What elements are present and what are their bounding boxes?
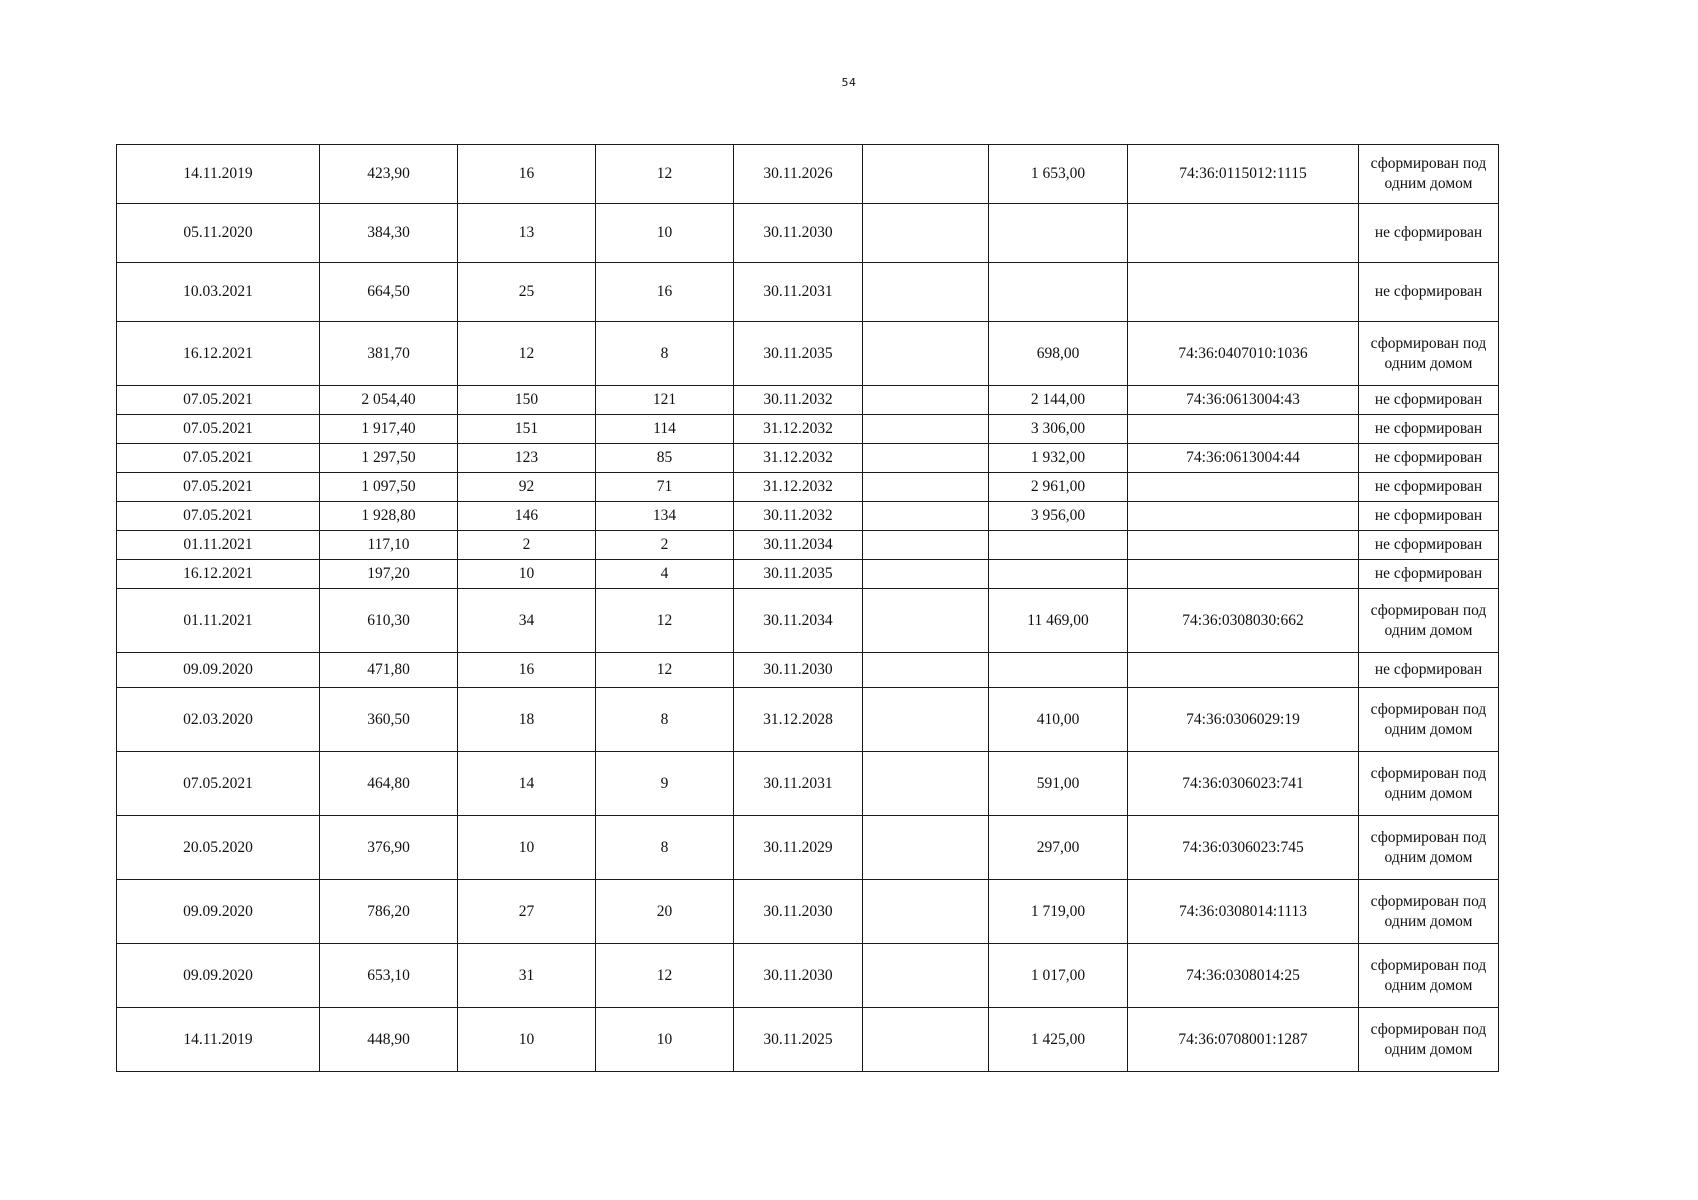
table-row [117, 531, 1499, 560]
date-cell: 07.05.2021 [117, 386, 320, 415]
empty-cell [863, 653, 989, 688]
count-cell: 146 [458, 502, 596, 531]
land-area-cell: 698,00 [989, 322, 1128, 386]
count-cell: 9 [596, 752, 734, 816]
count-cell: 10 [458, 1008, 596, 1072]
date-cell: 16.12.2021 [117, 322, 320, 386]
deadline-cell: 31.12.2032 [734, 473, 863, 502]
status-cell: не сформирован [1359, 502, 1499, 531]
area-cell: 1 097,50 [320, 473, 458, 502]
count-cell: 10 [458, 560, 596, 589]
deadline-cell: 30.11.2034 [734, 589, 863, 653]
cadastral-number-cell [1128, 204, 1359, 263]
land-area-cell: 297,00 [989, 816, 1128, 880]
empty-cell [863, 880, 989, 944]
status-cell: не сформирован [1359, 415, 1499, 444]
area-cell: 1 928,80 [320, 502, 458, 531]
page-number: 54 [841, 76, 857, 89]
deadline-cell: 30.11.2034 [734, 531, 863, 560]
status-cell: не сформирован [1359, 263, 1499, 322]
cadastral-number-cell [1128, 473, 1359, 502]
housing-data-table [116, 144, 1499, 1072]
cadastral-number-cell [1128, 263, 1359, 322]
land-area-cell: 1 932,00 [989, 444, 1128, 473]
table-row [117, 386, 1499, 415]
deadline-cell: 30.11.2035 [734, 322, 863, 386]
area-cell: 2 054,40 [320, 386, 458, 415]
deadline-cell: 30.11.2030 [734, 880, 863, 944]
cadastral-number-cell: 74:36:0613004:44 [1128, 444, 1359, 473]
area-cell: 381,70 [320, 322, 458, 386]
count-cell: 25 [458, 263, 596, 322]
count-cell: 8 [596, 322, 734, 386]
count-cell: 12 [596, 145, 734, 204]
count-cell: 8 [596, 688, 734, 752]
status-cell: не сформирован [1359, 473, 1499, 502]
area-cell: 471,80 [320, 653, 458, 688]
table-row [117, 263, 1499, 322]
land-area-cell: 2 144,00 [989, 386, 1128, 415]
date-cell: 09.09.2020 [117, 653, 320, 688]
status-cell: не сформирован [1359, 531, 1499, 560]
area-cell: 197,20 [320, 560, 458, 589]
table-row [117, 589, 1499, 653]
empty-cell [863, 1008, 989, 1072]
deadline-cell: 30.11.2026 [734, 145, 863, 204]
area-cell: 360,50 [320, 688, 458, 752]
cadastral-number-cell: 74:36:0115012:1115 [1128, 145, 1359, 204]
cadastral-number-cell [1128, 560, 1359, 589]
table-row [117, 502, 1499, 531]
land-area-cell [989, 531, 1128, 560]
deadline-cell: 31.12.2032 [734, 444, 863, 473]
area-cell: 1 917,40 [320, 415, 458, 444]
empty-cell [863, 816, 989, 880]
count-cell: 151 [458, 415, 596, 444]
table-row [117, 415, 1499, 444]
empty-cell [863, 322, 989, 386]
table-row [117, 1008, 1499, 1072]
count-cell: 12 [458, 322, 596, 386]
deadline-cell: 30.11.2031 [734, 263, 863, 322]
status-cell: сформирован под одним домом [1359, 145, 1499, 204]
deadline-cell: 30.11.2030 [734, 653, 863, 688]
land-area-cell: 11 469,00 [989, 589, 1128, 653]
count-cell: 10 [458, 816, 596, 880]
area-cell: 464,80 [320, 752, 458, 816]
date-cell: 05.11.2020 [117, 204, 320, 263]
count-cell: 4 [596, 560, 734, 589]
table-row [117, 688, 1499, 752]
cadastral-number-cell: 74:36:0308014:1113 [1128, 880, 1359, 944]
count-cell: 14 [458, 752, 596, 816]
cadastral-number-cell [1128, 531, 1359, 560]
table-row [117, 560, 1499, 589]
count-cell: 12 [596, 653, 734, 688]
status-cell: сформирован под одним домом [1359, 944, 1499, 1008]
area-cell: 376,90 [320, 816, 458, 880]
empty-cell [863, 444, 989, 473]
count-cell: 16 [458, 145, 596, 204]
count-cell: 85 [596, 444, 734, 473]
status-cell: сформирован под одним домом [1359, 688, 1499, 752]
count-cell: 114 [596, 415, 734, 444]
deadline-cell: 30.11.2025 [734, 1008, 863, 1072]
cadastral-number-cell: 74:36:0708001:1287 [1128, 1008, 1359, 1072]
empty-cell [863, 531, 989, 560]
count-cell: 121 [596, 386, 734, 415]
count-cell: 16 [458, 653, 596, 688]
count-cell: 10 [596, 204, 734, 263]
count-cell: 134 [596, 502, 734, 531]
deadline-cell: 30.11.2032 [734, 502, 863, 531]
count-cell: 71 [596, 473, 734, 502]
count-cell: 13 [458, 204, 596, 263]
date-cell: 07.05.2021 [117, 473, 320, 502]
area-cell: 664,50 [320, 263, 458, 322]
empty-cell [863, 473, 989, 502]
land-area-cell [989, 560, 1128, 589]
deadline-cell: 30.11.2035 [734, 560, 863, 589]
table-row [117, 444, 1499, 473]
empty-cell [863, 204, 989, 263]
land-area-cell: 1 653,00 [989, 145, 1128, 204]
deadline-cell: 30.11.2032 [734, 386, 863, 415]
count-cell: 123 [458, 444, 596, 473]
table-row [117, 473, 1499, 502]
cadastral-number-cell: 74:36:0308014:25 [1128, 944, 1359, 1008]
date-cell: 07.05.2021 [117, 415, 320, 444]
table-row [117, 145, 1499, 204]
area-cell: 786,20 [320, 880, 458, 944]
deadline-cell: 30.11.2031 [734, 752, 863, 816]
land-area-cell: 410,00 [989, 688, 1128, 752]
land-area-cell: 2 961,00 [989, 473, 1128, 502]
cadastral-number-cell: 74:36:0306023:741 [1128, 752, 1359, 816]
count-cell: 12 [596, 944, 734, 1008]
status-cell: не сформирован [1359, 653, 1499, 688]
status-cell: не сформирован [1359, 560, 1499, 589]
status-cell: не сформирован [1359, 204, 1499, 263]
deadline-cell: 30.11.2030 [734, 204, 863, 263]
empty-cell [863, 944, 989, 1008]
deadline-cell: 31.12.2032 [734, 415, 863, 444]
status-cell: сформирован под одним домом [1359, 880, 1499, 944]
date-cell: 09.09.2020 [117, 880, 320, 944]
count-cell: 2 [458, 531, 596, 560]
deadline-cell: 30.11.2029 [734, 816, 863, 880]
land-area-cell: 591,00 [989, 752, 1128, 816]
area-cell: 423,90 [320, 145, 458, 204]
status-cell: не сформирован [1359, 444, 1499, 473]
status-cell: не сформирован [1359, 386, 1499, 415]
empty-cell [863, 502, 989, 531]
land-area-cell [989, 653, 1128, 688]
date-cell: 09.09.2020 [117, 944, 320, 1008]
area-cell: 384,30 [320, 204, 458, 263]
empty-cell [863, 386, 989, 415]
cadastral-number-cell [1128, 653, 1359, 688]
table-row [117, 752, 1499, 816]
cadastral-number-cell: 74:36:0306029:19 [1128, 688, 1359, 752]
table-row [117, 944, 1499, 1008]
count-cell: 16 [596, 263, 734, 322]
table-row [117, 880, 1499, 944]
table-row [117, 204, 1499, 263]
area-cell: 610,30 [320, 589, 458, 653]
date-cell: 20.05.2020 [117, 816, 320, 880]
cadastral-number-cell: 74:36:0308030:662 [1128, 589, 1359, 653]
date-cell: 14.11.2019 [117, 1008, 320, 1072]
status-cell: сформирован под одним домом [1359, 752, 1499, 816]
date-cell: 07.05.2021 [117, 752, 320, 816]
empty-cell [863, 263, 989, 322]
land-area-cell [989, 263, 1128, 322]
date-cell: 07.05.2021 [117, 502, 320, 531]
count-cell: 12 [596, 589, 734, 653]
empty-cell [863, 415, 989, 444]
status-cell: сформирован под одним домом [1359, 322, 1499, 386]
status-cell: сформирован под одним домом [1359, 1008, 1499, 1072]
table-row [117, 816, 1499, 880]
cadastral-number-cell: 74:36:0613004:43 [1128, 386, 1359, 415]
area-cell: 653,10 [320, 944, 458, 1008]
count-cell: 18 [458, 688, 596, 752]
count-cell: 27 [458, 880, 596, 944]
land-area-cell: 3 956,00 [989, 502, 1128, 531]
count-cell: 34 [458, 589, 596, 653]
count-cell: 10 [596, 1008, 734, 1072]
land-area-cell: 1 719,00 [989, 880, 1128, 944]
empty-cell [863, 589, 989, 653]
land-area-cell [989, 204, 1128, 263]
count-cell: 2 [596, 531, 734, 560]
area-cell: 448,90 [320, 1008, 458, 1072]
status-cell: сформирован под одним домом [1359, 816, 1499, 880]
table-row [117, 653, 1499, 688]
date-cell: 01.11.2021 [117, 589, 320, 653]
empty-cell [863, 688, 989, 752]
cadastral-number-cell: 74:36:0306023:745 [1128, 816, 1359, 880]
date-cell: 02.03.2020 [117, 688, 320, 752]
land-area-cell: 1 017,00 [989, 944, 1128, 1008]
date-cell: 01.11.2021 [117, 531, 320, 560]
empty-cell [863, 145, 989, 204]
deadline-cell: 31.12.2028 [734, 688, 863, 752]
count-cell: 150 [458, 386, 596, 415]
cadastral-number-cell [1128, 502, 1359, 531]
land-area-cell: 3 306,00 [989, 415, 1128, 444]
area-cell: 117,10 [320, 531, 458, 560]
date-cell: 16.12.2021 [117, 560, 320, 589]
land-area-cell: 1 425,00 [989, 1008, 1128, 1072]
deadline-cell: 30.11.2030 [734, 944, 863, 1008]
cadastral-number-cell [1128, 415, 1359, 444]
area-cell: 1 297,50 [320, 444, 458, 473]
count-cell: 92 [458, 473, 596, 502]
table-body [117, 145, 1499, 1072]
date-cell: 10.03.2021 [117, 263, 320, 322]
cadastral-number-cell: 74:36:0407010:1036 [1128, 322, 1359, 386]
empty-cell [863, 560, 989, 589]
count-cell: 31 [458, 944, 596, 1008]
table-row [117, 322, 1499, 386]
empty-cell [863, 752, 989, 816]
date-cell: 14.11.2019 [117, 145, 320, 204]
count-cell: 20 [596, 880, 734, 944]
date-cell: 07.05.2021 [117, 444, 320, 473]
count-cell: 8 [596, 816, 734, 880]
status-cell: сформирован под одним домом [1359, 589, 1499, 653]
